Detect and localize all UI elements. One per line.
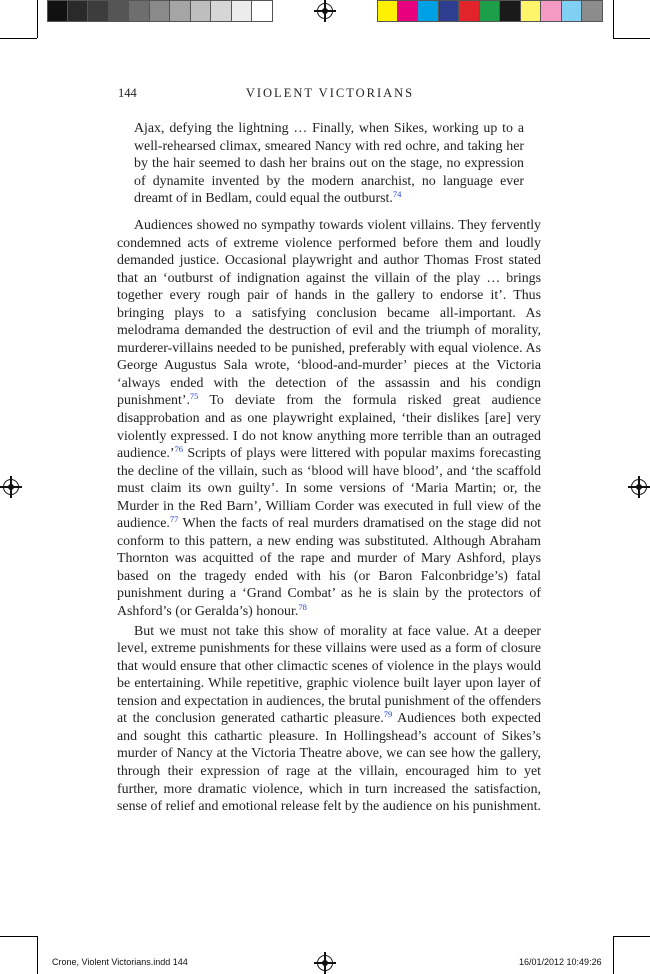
color-swatch (68, 0, 89, 22)
running-title: VIOLENT VICTORIANS (245, 86, 415, 100)
footnote-ref-76[interactable]: 76 (174, 444, 183, 455)
crop-mark (37, 0, 38, 38)
color-swatch (377, 0, 398, 22)
registration-mark-icon (317, 955, 333, 971)
color-swatch (398, 0, 419, 22)
crop-mark (37, 936, 38, 974)
color-swatch (109, 0, 130, 22)
color-swatch (88, 0, 109, 22)
color-swatch (211, 0, 232, 22)
quote-text: Ajax, defying the lightning … Finally, when Sikes, working up to a well-rehearsed climax, smeared Nancy with red ochre, and taking her by the hair seemed to dash her brains out on the stage, no expression of dynamite invented by the modern anarchist, no language ever dreamt of in Bedlam, could equal the outburst. (134, 121, 524, 207)
footnote-ref-79[interactable]: 79 (383, 709, 393, 720)
color-swatch (232, 0, 253, 22)
slug-timestamp: 16/01/2012 10:49:26 (519, 957, 602, 967)
color-swatch (541, 0, 562, 22)
block-quote (134, 120, 524, 208)
footnote-ref-78[interactable]: 78 (298, 602, 307, 613)
crop-mark (613, 0, 614, 38)
color-swatch (459, 0, 480, 22)
crop-mark (613, 936, 614, 974)
color-swatch (129, 0, 150, 22)
footnote-ref-74[interactable]: 74 (392, 189, 402, 200)
color-swatch (521, 0, 542, 22)
paragraph (117, 623, 541, 816)
sentence-run: When the facts of real murders dramatised on the stage did not conform to this pattern, a new ending was substituted. Although Abraham Thornton was acquitted of the rape and murder of Mary Ashford, plays based on the tragedy ended with his (or Baron Falconbridge’s) fatal punishment during a ‘Grand Combat’ as he is slain by the protectors of Ashford’s (or Geralda’s) honour. (117, 516, 541, 620)
registration-mark-icon (631, 479, 647, 495)
color-swatch (582, 0, 603, 22)
color-swatch (47, 0, 68, 22)
crop-mark (613, 936, 650, 937)
color-swatch (191, 0, 212, 22)
sentence-run: Audiences showed no sympathy towards violent villains. They fervently condemned acts of extreme violence performed before them and loudly demanded justice. Occasional playwright and author Thomas Frost stated that an ‘outburst of indignation against the villain of the play … brings together every rough pair of hands in the gallery to endorse it’. Thus bringing plays to a satisfying conclusion became all-important. As melodrama demanded the destruction of evil and the triumph of morality, murderer-villains needed to be punished, preferably with equal violence. As George Augustus Sala wrote, ‘blood-and-murder’ pieces at the Victoria ‘always ended with the detection of the assassin and his condign punishment’. (117, 218, 541, 409)
color-swatch (418, 0, 439, 22)
color-swatch (480, 0, 501, 22)
grayscale-color-bar (47, 0, 273, 22)
crop-mark (0, 38, 37, 39)
color-swatch (170, 0, 191, 22)
color-swatch (150, 0, 171, 22)
sentence-run: To deviate from the formula risked great audience disapprobation and as one playwright explained, ‘their dislikes [are] very violently expressed. I do not know anything more terrible than an outraged audience.’ (117, 393, 541, 462)
sentence-run: Scripts of plays were littered with popular maxims forecasting the decline of the villain, such as ‘blood will have blood’, and ‘the scaffold must claim its own guilty’. In some versions of ‘Maria Martin; or, the Murder in the Red Barn’, William Corder was executed in full view of the audience. (117, 446, 541, 532)
color-swatch (562, 0, 583, 22)
crop-mark (613, 38, 650, 39)
registration-mark-icon (317, 3, 333, 19)
paragraph (117, 217, 541, 621)
color-swatch (439, 0, 460, 22)
sentence-run: But we must not take this show of morality at face value. At a deeper level, extreme punishments for these villains were used as a form of closure that would ensure that other climactic scenes of violence in the plays would be entertaining. While repetitive, graphic violence built layer upon layer of tension and expectation in audiences, the brutal punishment of the offenders at the conclusion generated cathartic pleasure. (117, 623, 541, 727)
registration-mark-icon (3, 479, 19, 495)
footnote-ref-75[interactable]: 75 (189, 391, 199, 402)
footnote-ref-77[interactable]: 77 (169, 514, 179, 525)
color-swatch (252, 0, 273, 22)
page-number: 144 (118, 86, 137, 100)
sentence-run: Audiences both expected and sought this cathartic pleasure. In Hollingshead’s account of Sikes’s murder of Nancy at the Victoria Theatre above, we can see how the gallery, through their expression of rage at the villain, encouraged him to yet further, more dramatic violence, which in turn increased the satisfaction, sense of relief and emotional release felt by the audience on his punishment. (117, 711, 541, 815)
crop-mark (0, 936, 37, 937)
cmyk-color-bar (377, 0, 603, 22)
slug-filename: Crone, Violent Victorians.indd 144 (52, 957, 188, 967)
body-text (117, 217, 541, 816)
color-swatch (500, 0, 521, 22)
